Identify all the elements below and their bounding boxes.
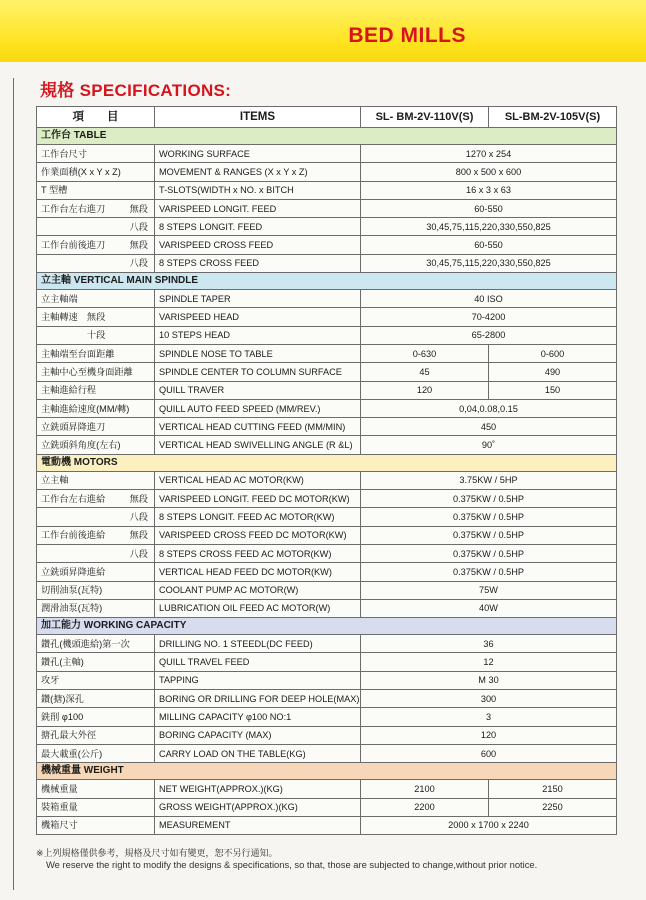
cell-value-110: 2200 [361, 798, 489, 816]
cell-cn-label [37, 199, 155, 217]
cell-item: SPINDLE TAPER [155, 290, 361, 308]
cell-cn-label [37, 344, 155, 362]
cell-value-shared: 70-4200 [361, 308, 617, 326]
cell-item: MOVEMENT & RANGES (X x Y x Z) [155, 163, 361, 181]
table-row [37, 199, 617, 217]
cell-value-shared: 0.375KW / 0.5HP [361, 508, 617, 526]
table-row [37, 418, 617, 436]
cell-item: SPINDLE CENTER TO COLUMN SURFACE [155, 363, 361, 381]
cell-value-110: 120 [361, 381, 489, 399]
cell-value-shared: 90˚ [361, 436, 617, 454]
cn-label-text: 機械重量 [41, 783, 78, 794]
cn-label-text: 立主軸端 [41, 293, 78, 304]
table-row [37, 290, 617, 308]
cell-cn-label [37, 254, 155, 272]
cell-item: VERTICAL HEAD AC MOTOR(KW) [155, 471, 361, 489]
cell-cn-label [37, 418, 155, 436]
cell-item: 8 STEPS LONGIT. FEED AC MOTOR(KW) [155, 508, 361, 526]
cell-cn-label [37, 399, 155, 417]
cn-label-text: 作業面積(X x Y x Z) [41, 166, 121, 177]
cell-item: MILLING CAPACITY φ100 NO:1 [155, 708, 361, 726]
cell-item: SPINDLE NOSE TO TABLE [155, 344, 361, 362]
section-header [37, 128, 617, 145]
table-row [37, 326, 617, 344]
table-row [37, 163, 617, 181]
table-row [37, 399, 617, 417]
section-title: 工作台 TABLE [37, 128, 617, 145]
cell-value-shared: 800 x 500 x 600 [361, 163, 617, 181]
cell-item: DRILLING NO. 1 STEEDL(DC FEED) [155, 635, 361, 653]
table-row [37, 653, 617, 671]
header-items: ITEMS [155, 107, 361, 128]
cell-item: QUILL TRAVEL FEED [155, 653, 361, 671]
cn-sub-label: 無段 [129, 240, 148, 251]
cn-sub-label: 八段 [129, 511, 148, 522]
cell-item: VARISPEED LONGIT. FEED DC MOTOR(KW) [155, 490, 361, 508]
cell-cn-label [37, 798, 155, 816]
table-row [37, 145, 617, 163]
cell-cn-label [37, 308, 155, 326]
cn-label-text: 銑削 φ100 [41, 711, 84, 722]
cell-cn-label [37, 653, 155, 671]
cell-item: T-SLOTS(WIDTH x NO. x BITCH [155, 181, 361, 199]
cn-label-text: 裝箱重量 [41, 802, 78, 813]
cell-cn-label [37, 363, 155, 381]
cell-cn-label [37, 218, 155, 236]
cell-value-shared: 120 [361, 726, 617, 744]
cell-cn-label [37, 163, 155, 181]
cell-value-shared: 60-550 [361, 236, 617, 254]
cn-sub-label: 無段 [129, 493, 148, 504]
cn-label-text: 攻牙 [41, 675, 60, 686]
cell-value-shared: 300 [361, 690, 617, 708]
cell-cn-label [37, 780, 155, 798]
table-row [37, 308, 617, 326]
cell-cn-label [37, 290, 155, 308]
table-row [37, 671, 617, 689]
page-title: 規格 SPECIFICATIONS: [40, 81, 232, 100]
cn-label-text: 立銑頭斜角度(左右) [41, 440, 121, 451]
table-row [37, 798, 617, 816]
table-row [37, 780, 617, 798]
cell-item: VARISPEED CROSS FEED DC MOTOR(KW) [155, 526, 361, 544]
cn-sub-label: 八段 [129, 258, 148, 269]
cell-cn-label [37, 671, 155, 689]
cell-value-shared: 3 [361, 708, 617, 726]
cell-item: GROSS WEIGHT(APPROX.)(KG) [155, 798, 361, 816]
header-model-105: SL-BM-2V-105V(S) [489, 107, 617, 128]
cell-cn-label [37, 236, 155, 254]
cell-cn-label [37, 436, 155, 454]
cn-label-text: 工作台尺寸 [41, 148, 87, 159]
cell-value-shared: 75W [361, 581, 617, 599]
cell-cn-label [37, 726, 155, 744]
cell-value-shared: 12 [361, 653, 617, 671]
cn-label-text: 工作台前後進給 [41, 530, 106, 541]
cell-item: TAPPING [155, 671, 361, 689]
cell-item: VARISPEED LONGIT. FEED [155, 199, 361, 217]
brand-title: BED MILLS [348, 24, 466, 47]
cell-value-shared: 0,04,0.08,0.15 [361, 399, 617, 417]
cn-label-text: 切削油泵(瓦特) [41, 585, 103, 596]
cell-value-shared: M 30 [361, 671, 617, 689]
cell-value-shared: 1270 x 254 [361, 145, 617, 163]
cell-cn-label [37, 181, 155, 199]
cn-label-text: 立主軸 [41, 475, 69, 486]
cn-label-text: 主軸轉速 無段 [41, 312, 106, 323]
cn-sub-label: 八段 [129, 548, 148, 559]
cell-value-shared: 30,45,75,115,220,330,550,825 [361, 218, 617, 236]
cell-value-shared: 600 [361, 744, 617, 762]
cn-label-text: 工作台前後進刀 [41, 240, 106, 251]
cell-cn-label [37, 744, 155, 762]
table-row [37, 708, 617, 726]
footnote-en: We reserve the right to modify the designs & specifications, so that, those are subjected to change,without prior notice. [46, 859, 538, 870]
cell-value-105: 2250 [489, 798, 617, 816]
cn-label-text: 鑽孔(機頭進給)第一次 [41, 638, 130, 649]
cell-cn-label [37, 471, 155, 489]
cell-value-shared: 0.375KW / 0.5HP [361, 544, 617, 562]
cn-sub-label: 八段 [129, 221, 148, 232]
cn-label-text: 搪孔最大外徑 [41, 730, 97, 741]
table-header-row [37, 107, 617, 128]
table-row [37, 526, 617, 544]
table-row [37, 816, 617, 834]
cell-item: MEASUREMENT [155, 816, 361, 834]
cell-value-shared: 450 [361, 418, 617, 436]
table-row [37, 436, 617, 454]
section-title: 電動機 MOTORS [37, 454, 617, 471]
cell-cn-label [37, 708, 155, 726]
cell-item: NET WEIGHT(APPROX.)(KG) [155, 780, 361, 798]
cn-label-text: 十段 [41, 330, 106, 341]
cell-item: VERTICAL HEAD SWIVELLING ANGLE (R &L) [155, 436, 361, 454]
cell-item: 8 STEPS LONGIT. FEED [155, 218, 361, 236]
cell-cn-label [37, 635, 155, 653]
cn-label-text: 工作台左右進給 [41, 493, 106, 504]
table-row [37, 471, 617, 489]
cn-sub-label: 無段 [129, 203, 148, 214]
table-row [37, 690, 617, 708]
cell-item: BORING CAPACITY (MAX) [155, 726, 361, 744]
cell-value-shared: 36 [361, 635, 617, 653]
spec-table-body [37, 128, 617, 835]
cell-item: 10 STEPS HEAD [155, 326, 361, 344]
table-row [37, 635, 617, 653]
cn-label-text: 潤滑油泵(瓦特) [41, 603, 103, 614]
cell-item: LUBRICATION OIL FEED AC MOTOR(W) [155, 599, 361, 617]
cell-value-shared: 30,45,75,115,220,330,550,825 [361, 254, 617, 272]
table-row [37, 218, 617, 236]
table-row [37, 508, 617, 526]
cell-cn-label [37, 563, 155, 581]
cell-cn-label [37, 326, 155, 344]
cell-cn-label [37, 526, 155, 544]
cell-item: BORING OR DRILLING FOR DEEP HOLE(MAX) [155, 690, 361, 708]
cell-item: 8 STEPS CROSS FEED AC MOTOR(KW) [155, 544, 361, 562]
cell-item: CARRY LOAD ON THE TABLE(KG) [155, 744, 361, 762]
cn-label-text: 鑽孔(主軸) [41, 657, 84, 668]
table-row [37, 726, 617, 744]
table-row [37, 581, 617, 599]
table-row [37, 363, 617, 381]
cell-item: VARISPEED CROSS FEED [155, 236, 361, 254]
cell-cn-label [37, 381, 155, 399]
section-title: 加工能力 WORKING CAPACITY [37, 618, 617, 635]
cn-label-text: 鑽(搪)深孔 [41, 693, 84, 704]
cn-label-text: 最大載重(公斤) [41, 748, 103, 759]
section-title: 立主軸 VERTICAL MAIN SPINDLE [37, 273, 617, 290]
cn-label-text: 主軸進給行程 [41, 385, 97, 396]
cell-item: WORKING SURFACE [155, 145, 361, 163]
header-cn: 項 目 [37, 107, 155, 128]
cell-value-shared: 16 x 3 x 63 [361, 181, 617, 199]
table-row [37, 381, 617, 399]
cell-value-shared: 40 ISO [361, 290, 617, 308]
cn-label-text: 主軸進給速度(MM/轉) [41, 403, 130, 414]
cell-item: VERTICAL HEAD FEED DC MOTOR(KW) [155, 563, 361, 581]
cell-value-105: 490 [489, 363, 617, 381]
cell-value-110: 2100 [361, 780, 489, 798]
cell-value-110: 45 [361, 363, 489, 381]
table-row [37, 344, 617, 362]
cell-value-shared: 60-550 [361, 199, 617, 217]
cell-value-shared: 0.375KW / 0.5HP [361, 563, 617, 581]
section-header [37, 454, 617, 471]
table-row [37, 181, 617, 199]
cell-item: 8 STEPS CROSS FEED [155, 254, 361, 272]
cell-value-shared: 2000 x 1700 x 2240 [361, 816, 617, 834]
section-header [37, 618, 617, 635]
cell-value-105: 150 [489, 381, 617, 399]
table-row [37, 599, 617, 617]
cn-sub-label: 無段 [129, 530, 148, 541]
cell-item: VERTICAL HEAD CUTTING FEED (MM/MIN) [155, 418, 361, 436]
cn-label-text: 主軸端至台面距離 [41, 348, 115, 359]
cell-cn-label [37, 816, 155, 834]
cn-label-text: 立銑頭昇降進刀 [41, 421, 106, 432]
cell-item: COOLANT PUMP AC MOTOR(W) [155, 581, 361, 599]
section-title: 機械重量 WEIGHT [37, 763, 617, 780]
cn-label-text: T 型槽 [41, 185, 68, 196]
cell-value-shared: 3.75KW / 5HP [361, 471, 617, 489]
cell-value-shared: 65-2800 [361, 326, 617, 344]
header-band [0, 0, 646, 62]
section-header [37, 763, 617, 780]
spec-table [36, 106, 617, 835]
table-row [37, 254, 617, 272]
cell-cn-label [37, 508, 155, 526]
section-header [37, 273, 617, 290]
cell-value-110: 0-630 [361, 344, 489, 362]
cn-label-text: 工作台左右進刀 [41, 203, 106, 214]
cell-value-105: 2150 [489, 780, 617, 798]
table-row [37, 563, 617, 581]
table-row [37, 490, 617, 508]
table-row [37, 236, 617, 254]
left-margin-rule [13, 78, 14, 890]
cn-label-text: 機箱尺寸 [41, 820, 78, 831]
cell-value-shared: 0.375KW / 0.5HP [361, 490, 617, 508]
cell-value-shared: 40W [361, 599, 617, 617]
cell-value-shared: 0.375KW / 0.5HP [361, 526, 617, 544]
cell-cn-label [37, 599, 155, 617]
footnote-cn: ※上列規格僅供參考，規格及尺寸如有變更，恕不另行通知。 [36, 848, 278, 858]
cell-value-105: 0-600 [489, 344, 617, 362]
cell-cn-label [37, 490, 155, 508]
table-row [37, 544, 617, 562]
cn-label-text: 立銑頭昇降進給 [41, 566, 106, 577]
cell-cn-label [37, 145, 155, 163]
cell-cn-label [37, 690, 155, 708]
table-row [37, 744, 617, 762]
header-model-110: SL- BM-2V-110V(S) [361, 107, 489, 128]
cell-cn-label [37, 581, 155, 599]
cn-label-text: 主軸中心至機身面距離 [41, 366, 133, 377]
cell-item: VARISPEED HEAD [155, 308, 361, 326]
cell-cn-label [37, 544, 155, 562]
cell-item: QUILL AUTO FEED SPEED (MM/REV.) [155, 399, 361, 417]
cell-item: QUILL TRAVER [155, 381, 361, 399]
